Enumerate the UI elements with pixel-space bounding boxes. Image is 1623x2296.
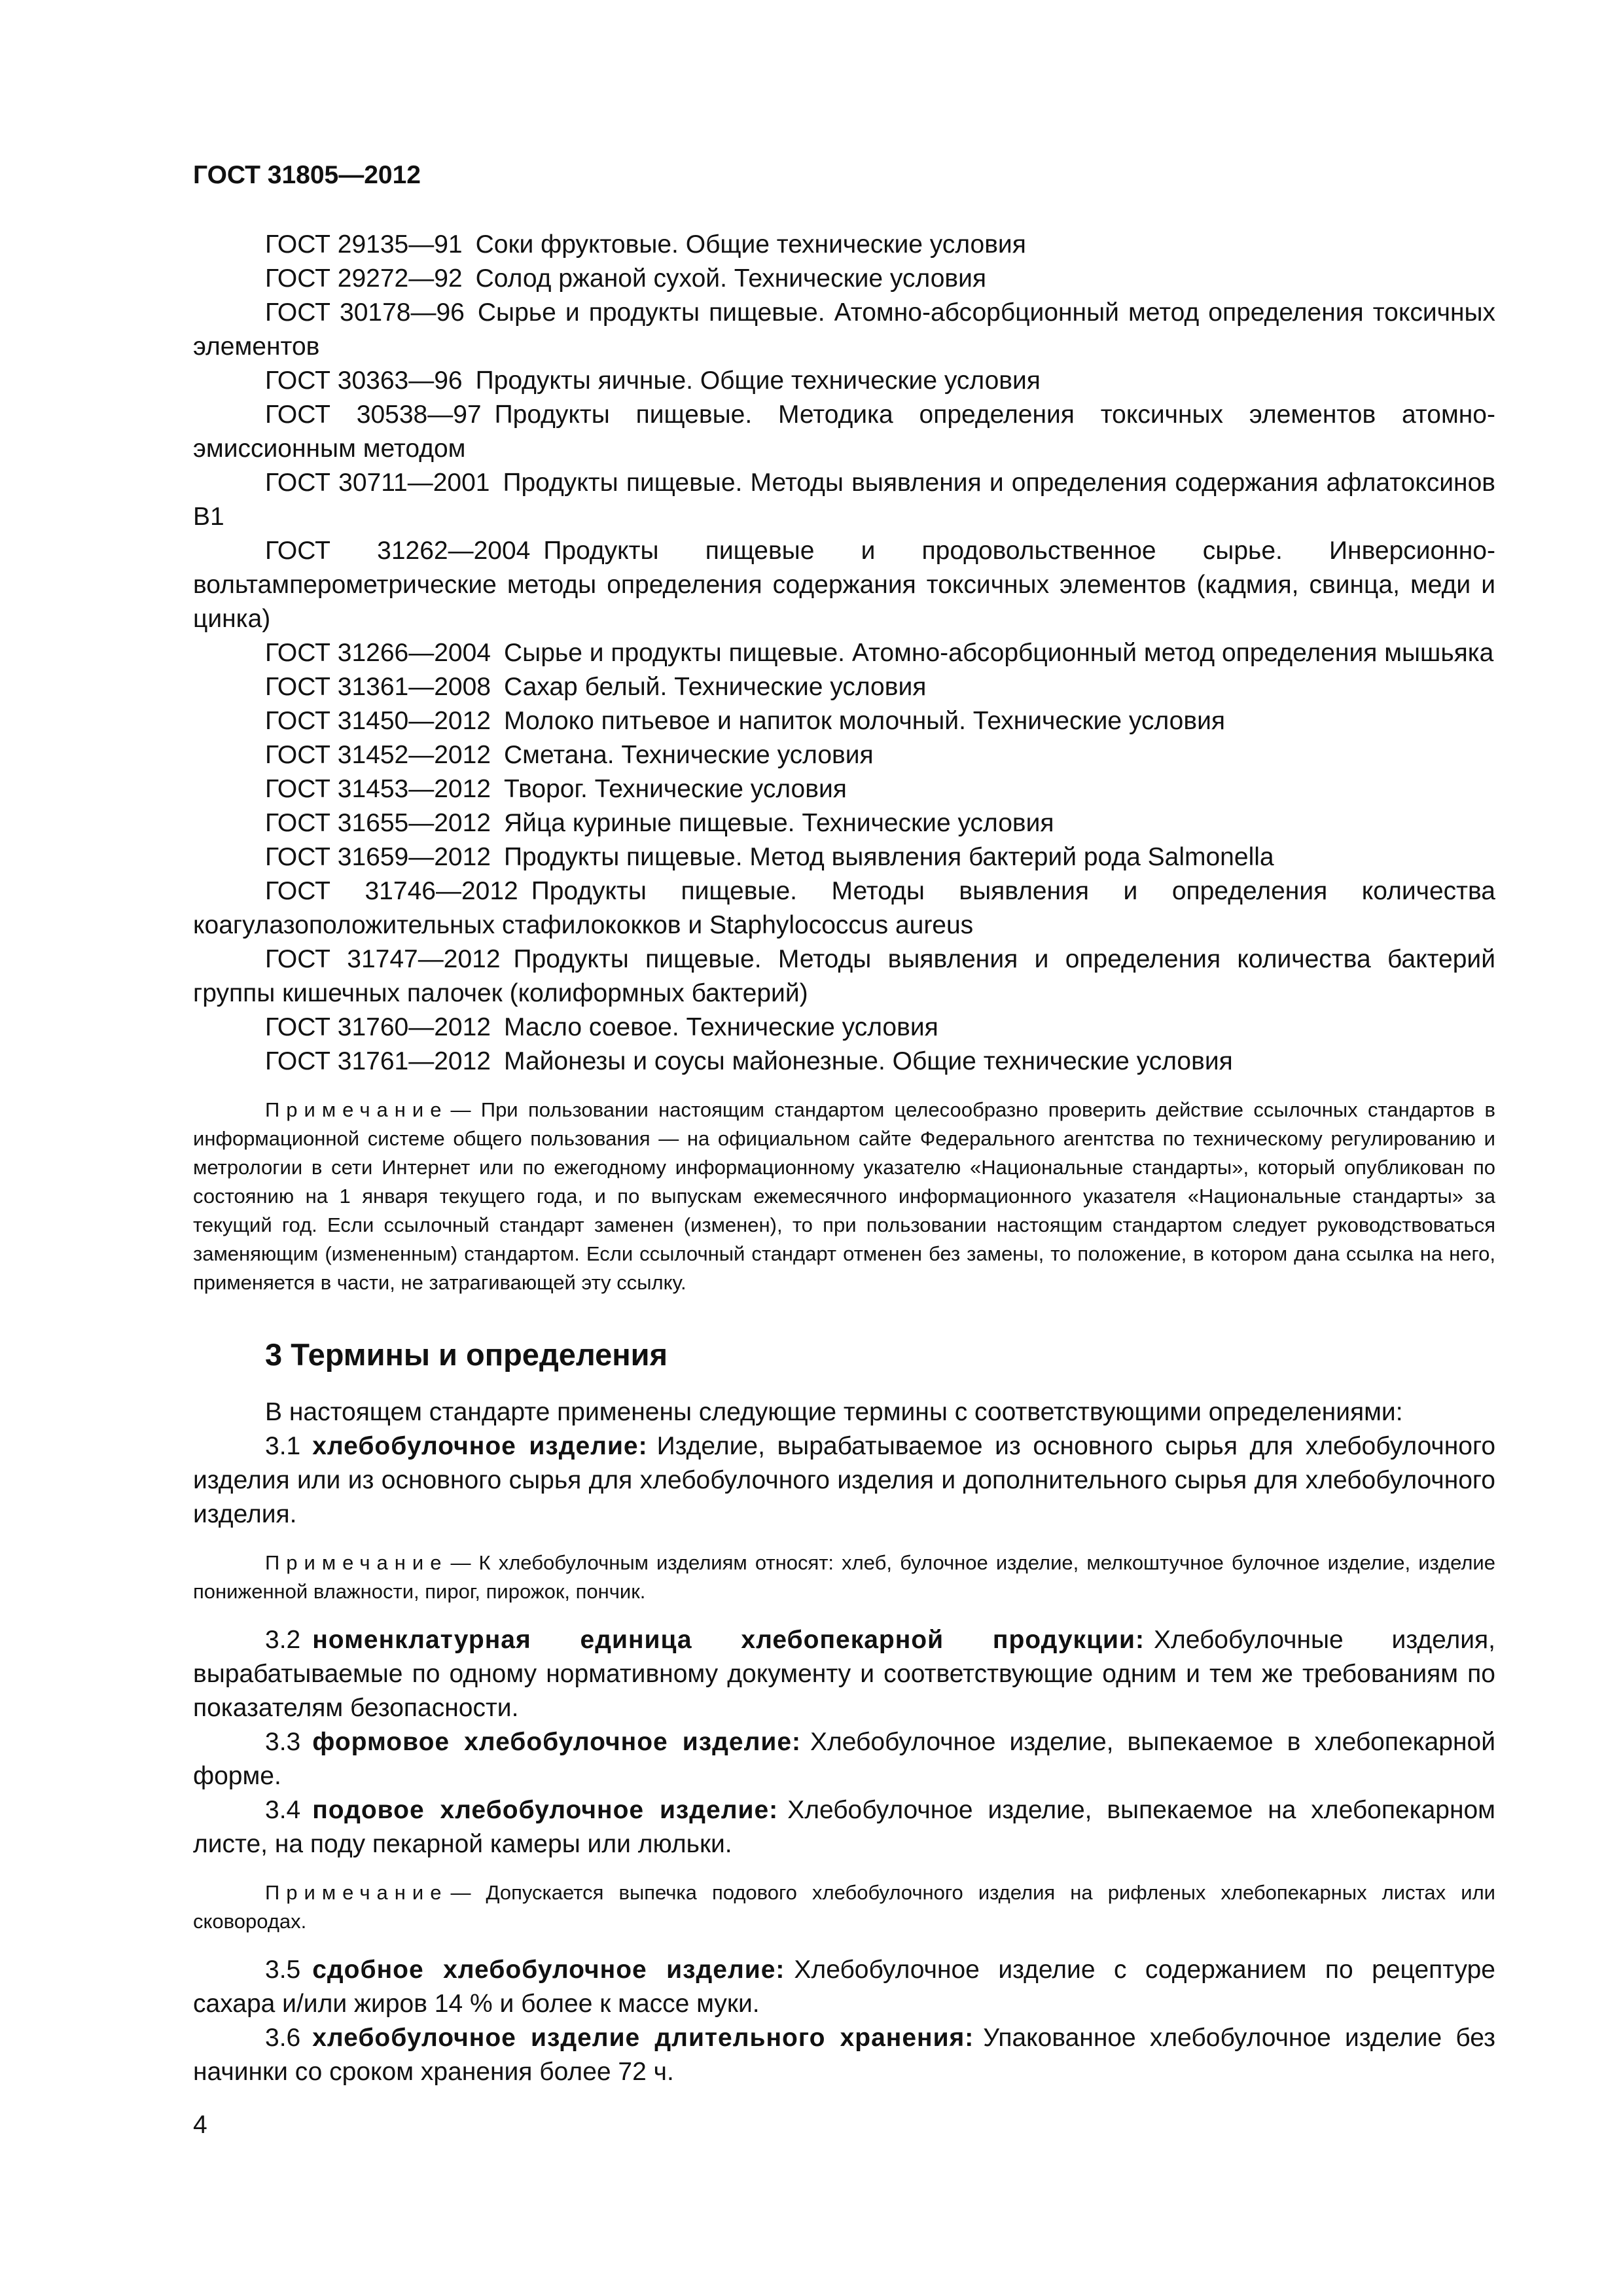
reference-item [193,670,1495,704]
term-text: Хлебобулочное изделие с содержанием по рецептуре сахара и/или жиров 14 % и более к массе муки. [193,1956,1495,2018]
reference-code: ГОСТ 31361—2008 [265,673,491,701]
reference-code: ГОСТ 30711—2001 [265,469,490,497]
term-number: 3.3 [265,1728,301,1756]
term-definition [193,1429,1495,1532]
reference-title: Сахар белый. Технические условия [504,673,927,701]
reference-item [193,1011,1495,1045]
reference-code: ГОСТ 31747—2012 [265,945,501,973]
note-text: — Допускается выпечка подового хлебобулочного изделия на рифленых хлебопекарных листах или сковородах. [193,1881,1495,1933]
reference-title: Молоко питьевое и напиток молочный. Технические условия [504,707,1225,735]
reference-item [193,772,1495,806]
term-text: Изделие, вырабатываемое из основного сырья для хлебобулочного изделия или из основного сырья для хлебобулочного изделия и дополнительного сырья для хлебобулочного изделия. [193,1432,1496,1528]
note-text: — К хлебобулочным изделиям относят: хлеб, булочное изделие, мелкоштучное булочное изделие, изделие пониженной влажности, пирог, пирожок, пончик. [193,1551,1495,1603]
reference-title: Продукты пищевые. Методы выявления и определения количества коагулазоположительных стафилококков и Staphylococcus aureus [193,877,1495,939]
note-label: Примечание [265,1881,448,1904]
term-text: Хлебобулочное изделие, выпекаемое на хлебопекарном листе, на поду пекарной камеры или люльки. [193,1796,1495,1858]
term-definition [193,1725,1495,1793]
term-name: сдобное хлебобулочное изделие: [312,1956,785,1984]
reference-title: Продукты яичные. Общие технические условия [475,367,1041,395]
term-definition [193,1623,1495,1725]
section-intro: В настоящем стандарте применены следующие термины с соответствующими определениями: [265,1398,1403,1426]
reference-code: ГОСТ 29135—91 [265,230,463,259]
term-note [193,1878,1495,1936]
reference-code: ГОСТ 31453—2012 [265,775,491,803]
reference-title: Сметана. Технические условия [504,741,874,769]
reference-code: ГОСТ 31450—2012 [265,707,491,735]
term-note [193,1549,1495,1606]
term-text: Упакованное хлебобулочное изделие без начинки со сроком хранения более 72 ч. [193,2024,1495,2086]
reference-title: Солод ржаной сухой. Технические условия [475,264,987,293]
reference-item [193,296,1495,364]
reference-title: Соки фруктовые. Общие технические условия [475,230,1026,259]
term-definition [193,1793,1495,1861]
reference-item [193,1045,1495,1079]
note-label: Примечание [265,1098,448,1121]
reference-item [193,840,1495,874]
term-number: 3.5 [265,1956,301,1984]
reference-title: Масло соевое. Технические условия [504,1013,938,1041]
reference-code: ГОСТ 31452—2012 [265,741,491,769]
term-number: 3.2 [265,1626,301,1654]
reference-item [193,534,1495,636]
page-content [193,228,1495,2089]
term-number: 3.6 [265,2024,301,2052]
reference-item [193,942,1495,1011]
reference-item [193,738,1495,772]
term-number: 3.1 [265,1432,301,1460]
term-name: номенклатурная единица хлебопекарной продукции: [312,1626,1145,1654]
reference-code: ГОСТ 31761—2012 [265,1047,491,1075]
reference-code: ГОСТ 31262—2004 [265,537,531,565]
normative-references-list [193,228,1495,1079]
reference-title: Яйца куриные пищевые. Технические условия [504,809,1054,837]
term-name: подовое хлебобулочное изделие: [312,1796,779,1824]
reference-item [193,636,1495,670]
term-text: Хлебобулочное изделие, выпекаемое в хлебопекарной форме. [193,1728,1495,1790]
term-name: формовое хлебобулочное изделие: [312,1728,801,1756]
reference-code: ГОСТ 30363—96 [265,367,463,395]
term-name: хлебобулочное изделие: [312,1432,648,1460]
reference-title: Продукты пищевые. Методы выявления и определения содержания афлатоксинов В1 [193,469,1496,531]
reference-title: Продукты пищевые. Методы выявления и определения количества бактерий группы кишечных палочек (колиформных бактерий) [193,945,1495,1007]
reference-code: ГОСТ 31760—2012 [265,1013,491,1041]
reference-code: ГОСТ 31655—2012 [265,809,491,837]
section-title: 3 Термины и определения [265,1337,668,1372]
reference-title: Сырье и продукты пищевые. Атомно-абсорбционный метод определения мышьяка [504,639,1494,667]
document-code-header: ГОСТ 31805—2012 [193,161,421,189]
reference-code: ГОСТ 30178—96 [265,298,465,327]
references-note [193,1096,1495,1297]
term-definition [193,1953,1495,2021]
term-definition [193,2021,1495,2089]
reference-code: ГОСТ 29272—92 [265,264,463,293]
term-text: Хлебобулочные изделия, вырабатываемые по одному нормативному документу и соответствующие одним и тем же требованиям по показателям безопасности. [193,1626,1495,1722]
note-text: — При пользовании настоящим стандартом целесообразно проверить действие ссылочных стандартов в информационной системе общего пользования — на официальном сайте Федерального агентства по техническому регулированию и метрологии в сети Интернет или по ежегодному информационному указателю «Национальные стандарты», который опубликован по состоянию на 1 января текущего года, и по выпускам ежемесячного информационного указателя «Национальные стандарты» за текущий год. Если ссылочный стандарт заменен (изменен), то при пользовании настоящим стандартом следует руководствоваться заменяющим (измененным) стандартом. Если ссылочный стандарт отменен без замены, то положение, в котором дана ссылка на него, применяется в части, не затрагивающей эту ссылку. [193,1098,1495,1294]
reference-title: Майонезы и соусы майонезные. Общие технические условия [504,1047,1233,1075]
reference-item [193,466,1495,534]
reference-title: Продукты пищевые. Методика определения токсичных элементов атомно-эмиссионным методом [193,401,1495,463]
reference-code: ГОСТ 31746—2012 [265,877,518,905]
page-number: 4 [193,2111,207,2139]
term-name: хлебобулочное изделие длительного хранения: [312,2024,974,2052]
reference-item [193,806,1495,840]
reference-item [193,228,1495,262]
reference-item [193,262,1495,296]
reference-item [193,398,1495,466]
reference-code: ГОСТ 31659—2012 [265,843,491,871]
reference-code: ГОСТ 30538—97 [265,401,482,429]
reference-title: Продукты пищевые. Метод выявления бактерий рода Salmonella [504,843,1274,871]
reference-title: Продукты пищевые и продовольственное сырье. Инверсионно-вольтамперометрические методы определения содержания токсичных элементов (кадмия, свинца, меди и цинка) [193,537,1495,633]
reference-item [193,364,1495,398]
reference-title: Творог. Технические условия [504,775,847,803]
reference-item [193,704,1495,738]
note-label: Примечание [265,1551,448,1574]
reference-item [193,874,1495,942]
term-number: 3.4 [265,1796,301,1824]
reference-code: ГОСТ 31266—2004 [265,639,491,667]
reference-title: Сырье и продукты пищевые. Атомно-абсорбционный метод определения токсичных элементов [193,298,1496,361]
